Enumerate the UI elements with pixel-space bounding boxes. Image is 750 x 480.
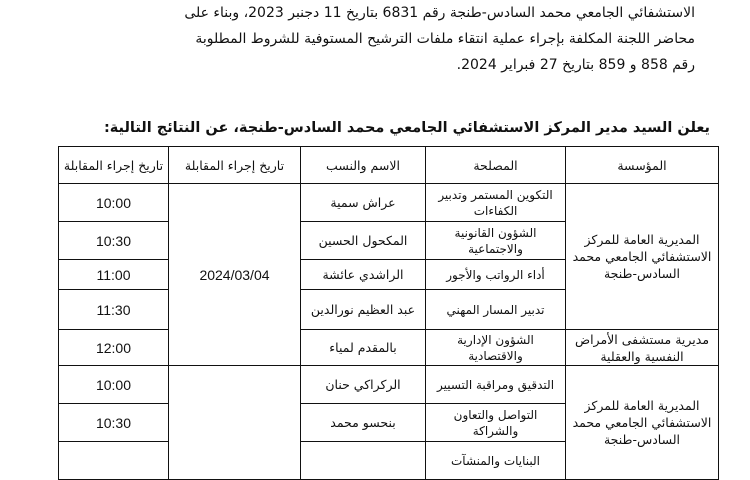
time-cell: 10:30 [59,404,169,442]
date-cell: 2024/03/04 [169,184,301,366]
time-cell: 11:00 [59,260,169,290]
institution-cell: المديرية العامة للمركز الاستشفائي الجامعي محمد السادس-طنجة [566,366,719,480]
name-cell: الركراكي حنان [301,366,426,404]
intro-paragraph [55,0,695,78]
time-cell: 12:00 [59,330,169,366]
service-cell: أداء الرواتب والأجور [426,260,566,290]
service-cell: التواصل والتعاون والشراكة [426,404,566,442]
intro-line-2: محاضر اللجنة المكلفة بإجراء عملية انتقاء ملفات الترشيح المستوفية للشروط المطلوبة [195,31,695,47]
table-row [59,330,719,366]
header-institution: المؤسسة [566,147,719,184]
service-cell: تدبير المسار المهني [426,290,566,330]
date-cell-empty [169,366,301,480]
time-cell: 10:00 [59,184,169,222]
table-row [59,366,719,404]
intro-line-1: الاستشفائي الجامعي محمد السادس-طنجة رقم 6831 بتاريخ 11 دجنبر 2023، وبناء على [184,5,695,21]
time-cell [59,442,169,480]
name-cell: المكحول الحسين [301,222,426,260]
time-cell: 10:00 [59,366,169,404]
service-cell: الشؤون القانونية والاجتماعية [426,222,566,260]
service-cell: التكوين المستمر وتدبير الكفاءات [426,184,566,222]
header-service: المصلحة [426,147,566,184]
results-table [58,146,719,480]
name-cell: عبد العظيم نورالدين [301,290,426,330]
header-date: تاريخ إجراء المقابلة [169,147,301,184]
name-cell [301,442,426,480]
header-interview-date: تاريخ إجراء المقابلة [59,147,169,184]
time-cell: 11:30 [59,290,169,330]
time-cell: 10:30 [59,222,169,260]
name-cell: عراش سمية [301,184,426,222]
name-cell: بالمقدم لمياء [301,330,426,366]
service-cell: البنايات والمنشآت [426,442,566,480]
table-row [59,184,719,222]
institution-cell: المديرية العامة للمركز الاستشفائي الجامعي محمد السادس-طنجة [566,184,719,330]
intro-line-3: رقم 858 و 859 بتاريخ 27 فبراير 2024. [456,57,695,73]
service-cell: التدقيق ومراقبة التسيير [426,366,566,404]
header-name: الاسم والنسب [301,147,426,184]
institution-cell: مديرية مستشفى الأمراض النفسية والعقلية [566,330,719,366]
service-cell: الشؤون الإدارية والاقتصادية [426,330,566,366]
name-cell: بنحسو محمد [301,404,426,442]
announcement-heading: يعلن السيد مدير المركز الاستشفائي الجامعي محمد السادس-طنجة، عن النتائج التالية: [103,120,710,136]
table-header-row [59,147,719,184]
name-cell: الراشدي عائشة [301,260,426,290]
